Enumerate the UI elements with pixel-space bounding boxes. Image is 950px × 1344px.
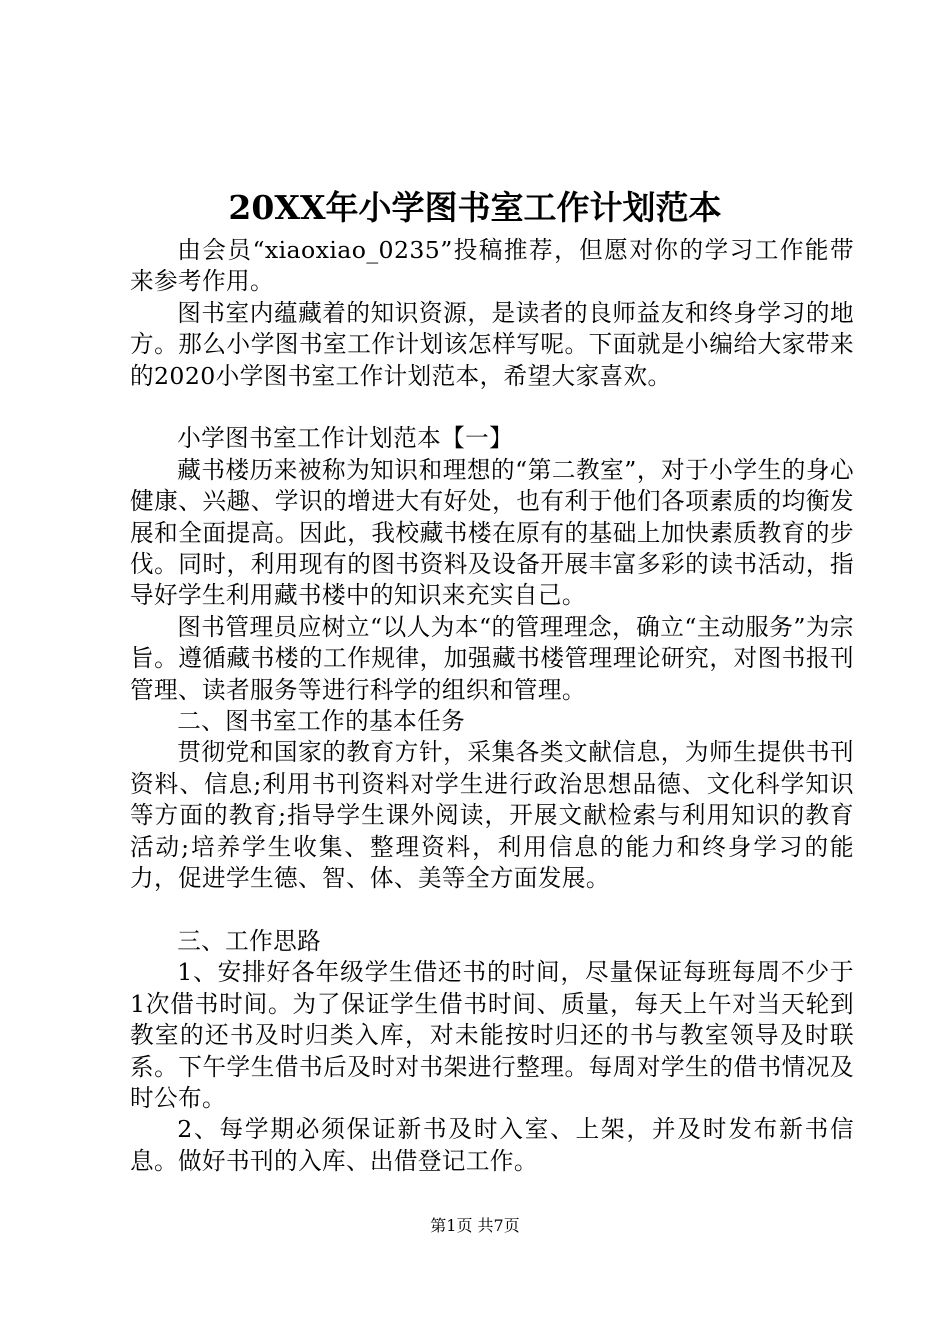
section-heading-work-ideas: 三、工作思路 [177, 926, 322, 955]
list-item: 2、每学期必须保证新书及时入室、上架，并及时发布新书信息。做好书刊的入库、出借登记工作。 [130, 1115, 854, 1175]
body-paragraph: 藏书楼历来被称为知识和理想的“第二教室”，对于小学生的身心健康、兴趣、学识的增进大有好处，也有利于他们各项素质的均衡发展和全面提高。因此，我校藏书楼在原有的基础上加快素质教育的步伐。同时，利用现有的图书资料及设备开展丰富多彩的读书活动，指导好学生利用藏书楼中的知识来充实自己。 [130, 455, 854, 610]
section-heading-sample-one: 小学图书室工作计划范本【一】 [177, 424, 514, 453]
intro-paragraph: 由会员“xiaoxiao_0235”投稿推荐，但愿对你的学习工作能带来参考作用。 [130, 236, 854, 296]
summary-paragraph: 图书室内蕴藏着的知识资源，是读者的良师益友和终身学习的地方。那么小学图书室工作计划该怎样写呢。下面就是小编给大家带来的2020小学图书室工作计划范本，希望大家喜欢。 [130, 298, 854, 390]
body-paragraph: 图书管理员应树立“以人为本“的管理理念，确立“主动服务”为宗旨。遵循藏书楼的工作规律，加强藏书楼管理理论研究，对图书报刊管理、读者服务等进行科学的组织和管理。 [130, 612, 854, 704]
list-item: 1、安排好各年级学生借还书的时间，尽量保证每班每周不少于1次借书时间。为了保证学生借书时间、质量，每天上午对当天轮到教室的还书及时归类入库，对未能按时归还的书与教室领导及时联系。下午学生借书后及时对书架进行整理。每周对学生的借书情况及时公布。 [130, 958, 854, 1112]
document-title: 20XX年小学图书室工作计划范本 [228, 188, 722, 227]
document-body [130, 235, 854, 1177]
page-number-footer: 第1页 共7页 [430, 1216, 520, 1235]
section-heading-basic-tasks: 二、图书室工作的基本任务 [177, 707, 466, 736]
body-paragraph: 贯彻党和国家的教育方针，采集各类文献信息，为师生提供书刊资料、信息;利用书刊资料对学生进行政治思想品德、文化科学知识等方面的教育;指导学生课外阅读，开展文献检索与利用知识的教育活动;培养学生收集、整理资料，利用信息的能力和终身学习的能力，促进学生德、智、体、美等全方面发展。 [130, 738, 854, 893]
